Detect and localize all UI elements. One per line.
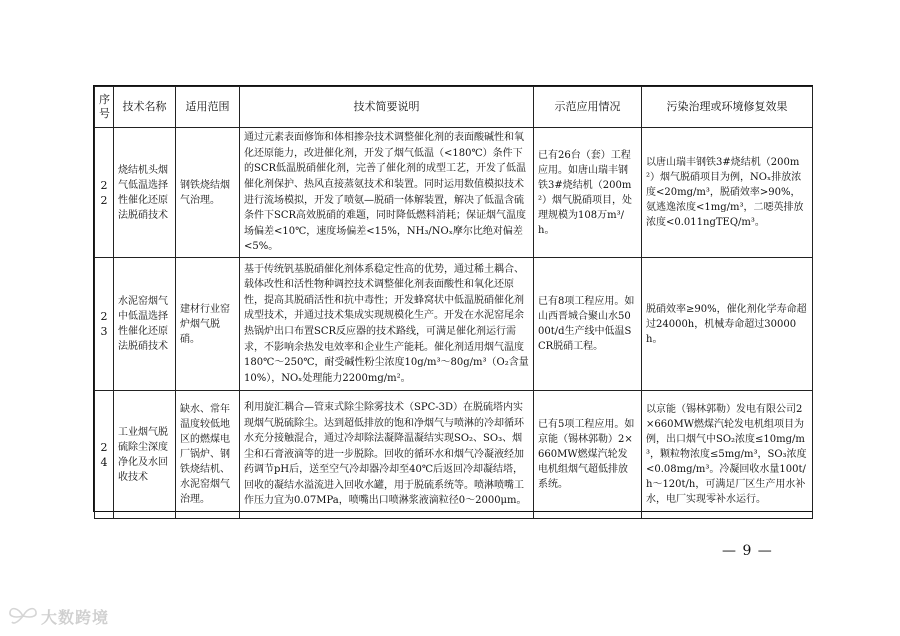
row-number: 24	[95, 391, 114, 519]
watermark	[8, 604, 109, 628]
table-header-row	[95, 87, 813, 128]
tech-scope: 钢铁烧结烟气治理。	[176, 128, 240, 258]
page-number: — 9 —	[722, 543, 773, 559]
header-demo: 示范应用情况	[534, 87, 642, 128]
tech-description: 利用旋汇耦合—管束式除尘除雾技术（SPC-3D）在脱硫塔内实现烟气脱硫除尘。达到超低排放的饱和净烟气与喷淋的冷却循环水充分接触混合，通过冷却除法凝降温凝结实现SO₂、SO₃、烟尘和石膏液滴等的进一步脱除。回收的循环水和烟气冷凝液经加药调节pH后，送至空气冷却器冷却至40℃后返回冷却凝结塔，回收的凝结水溢流进入回收水罐，用于脱硫系统等。喷淋喷嘴工作压力宜为0.07MPa，喷嘴出口喷淋浆液滴粒径0～2000μm。	[240, 391, 534, 519]
tech-description: 通过元素表面修饰和体相掺杂技术调整催化剂的表面酸碱性和氧化还原能力，改进催化剂，开发了烟气低温（<180℃）条件下的SCR低温脱硝催化剂，完善了催化剂的成型工艺，开发了低温催化剂保护、热风直接蒸氨技术和装置。同时运用数值模拟技术进行流场模拟，开发了喷氨—脱硝一体解装置，解决了低温含硫条件下SCR高效脱硝的难题，同时降低燃料消耗；保证烟气温度场偏差<10℃，速度场偏差<15%，NH₃/NOₓ摩尔比绝对偏差<5%。	[240, 128, 534, 258]
tech-description: 基于传统钒基脱硝催化剂体系稳定性高的优势，通过稀土耦合、载体改性和活性物种调控技术调整催化剂表面酸性和氧化还原性，提高其脱硝活性和抗中毒性；开发蜂窝状中低温脱硝催化剂成型技术，并通过技术集成实现规模化生产。开发在水泥窑尾余热锅炉出口布置SCR反应器的技术路线，可满足催化剂运行需求，不影响余热发电效率和企业生产能耗。催化剂适用烟气温度180℃～250℃，耐受碱性粉尘浓度10g/m³～80g/m³（O₂含量10%），NOₓ处理能力2200mg/m²。	[240, 258, 534, 391]
tech-demo: 已有26台（套）工程应用。如唐山瑞丰钢铁3#烧结机（200m²）烟气脱硝项目，处理规模为108万m³/h。	[534, 128, 642, 258]
row-number: 23	[95, 258, 114, 391]
watermark-text: 大数跨境	[41, 607, 110, 627]
table-row	[95, 258, 813, 391]
tech-effect: 以京能（锡林郭勒）发电有限公司2×660MW燃煤汽轮发电机组项目为例，出口烟气中SO₂浓度≤10mg/m³，颗粒物浓度≤5mg/m³，SO₃浓度<0.08mg/m³。冷凝回收水量100t/h～120t/h，可满足厂区生产用水补水，电厂实现零补水运行。	[642, 391, 813, 519]
header-description: 技术简要说明	[240, 87, 534, 128]
tech-name: 水泥窑烟气中低温选择性催化还原法脱硝技术	[114, 258, 176, 391]
tech-effect: 脱硝效率≥90%，催化剂化学寿命超过24000h，机械寿命超过30000h。	[642, 258, 813, 391]
table-row	[95, 391, 813, 519]
tech-demo: 已有5项工程应用。如京能（锡林郭勒）2×660MW燃煤汽轮发电机组烟气超低排放系统。	[534, 391, 642, 519]
table-row	[95, 128, 813, 258]
tech-scope: 缺水、常年温度较低地区的燃煤电厂锅炉、钢铁烧结机、水泥窑烟气治理。	[176, 391, 240, 519]
row-number: 22	[95, 128, 114, 258]
tech-name: 烧结机头烟气低温选择性催化还原法脱硝技术	[114, 128, 176, 258]
header-scope: 适用范围	[176, 87, 240, 128]
tech-effect: 以唐山瑞丰钢铁3#烧结机（200m²）烟气脱硝项目为例，NOₓ排放浓度<20mg/m³，脱硝效率>90%，氨逃逸浓度<1mg/m³，二噁英排放浓度<0.011ngTEQ/m³。	[642, 128, 813, 258]
header-seq: 序号	[95, 87, 114, 128]
butterfly-logo-icon	[8, 605, 38, 627]
tech-scope: 建材行业窑炉烟气脱硝。	[176, 258, 240, 391]
header-tech-name: 技术名称	[114, 87, 176, 128]
technology-table	[94, 86, 813, 519]
tech-name: 工业烟气脱硫除尘深度净化及水回收技术	[114, 391, 176, 519]
header-effect: 污染治理或环境修复效果	[642, 87, 813, 128]
tech-demo: 已有8项工程应用。如山西晋城合聚山水5000t/d生产线中低温SCR脱硝工程。	[534, 258, 642, 391]
